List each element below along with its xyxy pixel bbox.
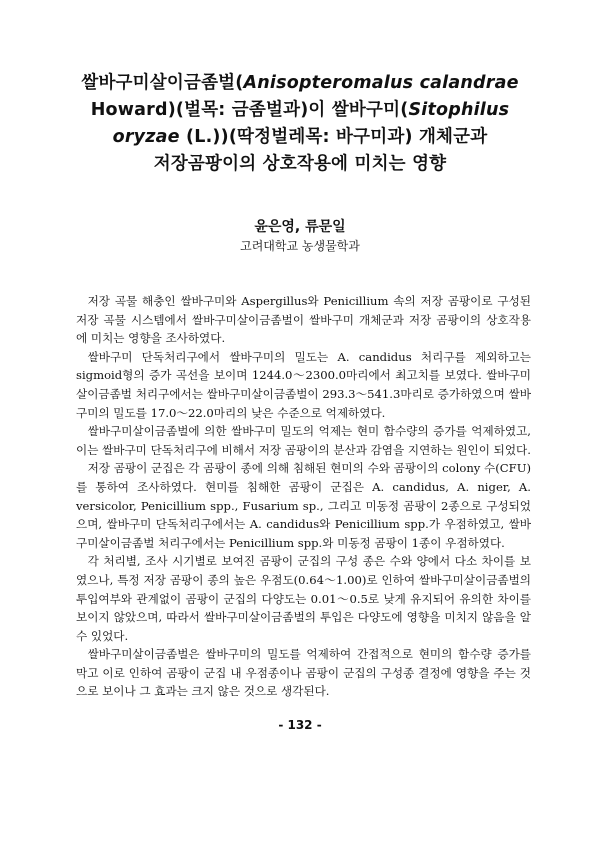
- abstract-paragraph: 쌀바구미살이금좀벌은 쌀바구미의 밀도를 억제하여 간접적으로 현미의 함수량 증가를 막고 이로 인하여 곰팡이 군집 내 우점종이나 곰팡이 군집의 구성종 결정에 영향을 주는 것으로 보이나 그 효과는 크지 않은 것으로 생각된다.: [76, 647, 531, 699]
- affiliation: 고려대학교 농생물학과: [240, 239, 360, 253]
- paper-title: [60, 70, 540, 178]
- abstract: [76, 292, 531, 701]
- authors: 윤은영, 류문일: [254, 219, 346, 235]
- title-line-1: 쌀바구미살이금좀벌(Anisopteromalus calandrae: [81, 73, 519, 93]
- abstract-paragraph: 저장 곡물 해충인 쌀바구미와 Aspergillus와 Penicillium 속의 저장 곰팡이로 구성된 저장 곡물 시스템에서 쌀바구미살이금좀벌이 쌀바구미 개체군과 저장 곰팡이의 상호작용에 미치는 영향을 조사하였다.: [76, 294, 531, 346]
- title-line-3: oryzae (L.))(딱정벌레목: 바구미과) 개체군과: [112, 127, 488, 147]
- title-line-4: 저장곰팡이의 상호작용에 미치는 영향: [153, 154, 447, 174]
- title-line-2: Howard)(벌목: 금좀벌과)이 쌀바구미(Sitophilus: [90, 100, 510, 120]
- abstract-paragraph: 저장 곰팡이 군집은 각 곰팡이 종에 의해 침해된 현미의 수와 곰팡이의 colony 수(CFU)를 통하여 조사하였다. 현미를 침해한 곰팡이 군집은 A. candidus, A. niger, A. versicolor, Penicillium spp., Fusarium sp., 그리고 미동정 곰팡이 2종으로 구성되었으며, 쌀바구미 단독처리구에서는 A. candidus와 Penicillium spp.가 우점하였고, 쌀바구미살이금좀벌 처리구에서는 Penicillium spp.와 미동정 곰팡이 1종이 우점하였다.: [76, 461, 531, 550]
- abstract-paragraph: 쌀바구미 단독처리구에서 쌀바구미의 밀도는 A. candidus 처리구를 제외하고는 sigmoid형의 증가 곡선을 보이며 1244.0～2300.0마리에서 최고치를 보였다. 쌀바구미살이금좀벌 처리구에서는 쌀바구미살이금좀벌이 293.3～541.3마리로 증가하였으며 쌀바구미의 밀도를 17.0～22.0마리의 낮은 수준으로 억제하였다.: [76, 349, 531, 420]
- abstract-paragraph: 각 처리별, 조사 시기별로 보여진 곰팡이 군집의 구성 종은 수와 양에서 다소 차이를 보였으나, 특정 저장 곰팡이 종의 높은 우점도(0.64～1.00)로 인하여 쌀바구미살이금좀벌의 투입여부와 관계없이 곰팡이 군집의 다양도는 0.01～0.5로 낮게 유지되어 유의한 차이를 보이지 않았으며, 따라서 쌀바구미살이금좀벌의 투입은 다양도에 영향을 미치지 않음을 알 수 있었다.: [76, 554, 531, 643]
- page-number: - 132 -: [278, 718, 322, 732]
- abstract-paragraph: 쌀바구미살이금좀벌에 의한 쌀바구미 밀도의 억제는 현미 함수량의 증가를 억제하였고, 이는 쌀바구미 단독처리구에 비해서 저장 곰팡이의 분산과 감염을 지연하는 원인이 되었다.: [76, 424, 531, 457]
